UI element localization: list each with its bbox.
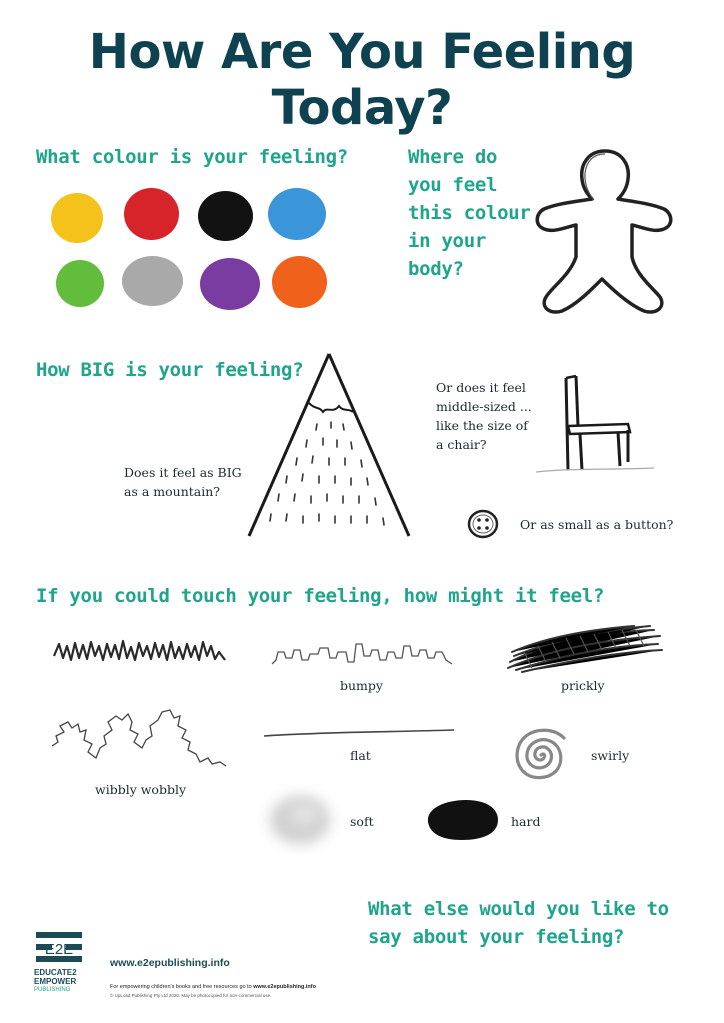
colour-question: What colour is your feeling? [36, 146, 348, 168]
swatch-red[interactable] [124, 188, 179, 240]
swatch-purple[interactable] [200, 258, 260, 310]
prickly-texture-icon[interactable] [504, 622, 664, 674]
logo-line2: EMPOWER [34, 977, 77, 986]
flat-texture-icon[interactable] [262, 726, 456, 740]
chair-caption-line: like the size of [436, 418, 528, 433]
body-question [408, 143, 531, 283]
hard-label: hard [511, 814, 541, 829]
closing-question [368, 895, 669, 951]
chair-caption [436, 378, 532, 454]
flat-label: flat [350, 748, 371, 763]
footer-copyright: © UpLoad Publishing Pty Ltd 2020. May be photocopied for non-commercial use. [110, 993, 272, 998]
swatch-grey[interactable] [122, 256, 183, 306]
mountain-icon[interactable] [245, 350, 415, 540]
logo-line1: EDUCATE2 [34, 968, 77, 977]
body-question-line: body? [408, 258, 464, 280]
swirly-label: swirly [591, 748, 630, 763]
swirly-texture-icon[interactable] [506, 722, 576, 788]
mountain-caption [124, 463, 242, 501]
size-question: How BIG is your feeling? [36, 359, 304, 381]
wibbly-label: wibbly wobbly [95, 782, 187, 797]
mountain-caption-line: as a mountain? [124, 484, 220, 499]
body-question-line: you feel [408, 174, 498, 196]
chair-caption-line: Or does it feel [436, 380, 526, 395]
button-icon[interactable] [466, 508, 500, 540]
e2e-logo-mark-text: E2E [44, 941, 74, 958]
swatch-orange[interactable] [272, 256, 327, 308]
swatch-yellow[interactable] [51, 193, 103, 243]
body-question-line: this colour [408, 202, 531, 224]
footer-resources [110, 984, 316, 990]
footer-resources-link[interactable]: www.e2epublishing.info [253, 984, 316, 990]
wibbly-texture-icon[interactable] [50, 706, 230, 772]
body-question-line: in your [408, 230, 486, 252]
bumpy-label: bumpy [340, 678, 383, 693]
chair-icon[interactable] [532, 370, 660, 480]
swatch-green[interactable] [56, 260, 104, 307]
closing-question-line: What else would you like to [368, 898, 669, 920]
hard-texture-icon[interactable] [422, 796, 502, 844]
page-title: How Are You Feeling Today? [88, 24, 636, 136]
e2e-logo[interactable] [34, 930, 90, 995]
swatch-black[interactable] [198, 191, 253, 241]
touch-question: If you could touch your feeling, how might it feel? [36, 585, 605, 607]
body-outline-icon[interactable] [530, 145, 680, 320]
mountain-caption-line: Does it feel as BIG [124, 465, 242, 480]
body-question-line: Where do [408, 146, 498, 168]
footer-url-link[interactable]: www.e2epublishing.info [110, 957, 230, 969]
closing-question-line: say about your feeling? [368, 926, 625, 948]
chair-caption-line: a chair? [436, 437, 487, 452]
button-caption: Or as small as a button? [520, 517, 674, 532]
soft-texture-icon[interactable] [258, 784, 342, 854]
soft-label: soft [350, 814, 374, 829]
e2e-logo-mark-icon [34, 930, 84, 964]
logo-line3: PUBLISHING [34, 987, 71, 993]
prickly-label: prickly [561, 678, 605, 693]
zigzag-texture-icon[interactable] [52, 634, 228, 670]
chair-caption-line: middle-sized ... [436, 399, 532, 414]
footer-resources-text: For empowering children's books and free resources go to [110, 984, 254, 990]
swatch-blue[interactable] [268, 188, 326, 240]
bumpy-texture-icon[interactable] [270, 638, 454, 670]
